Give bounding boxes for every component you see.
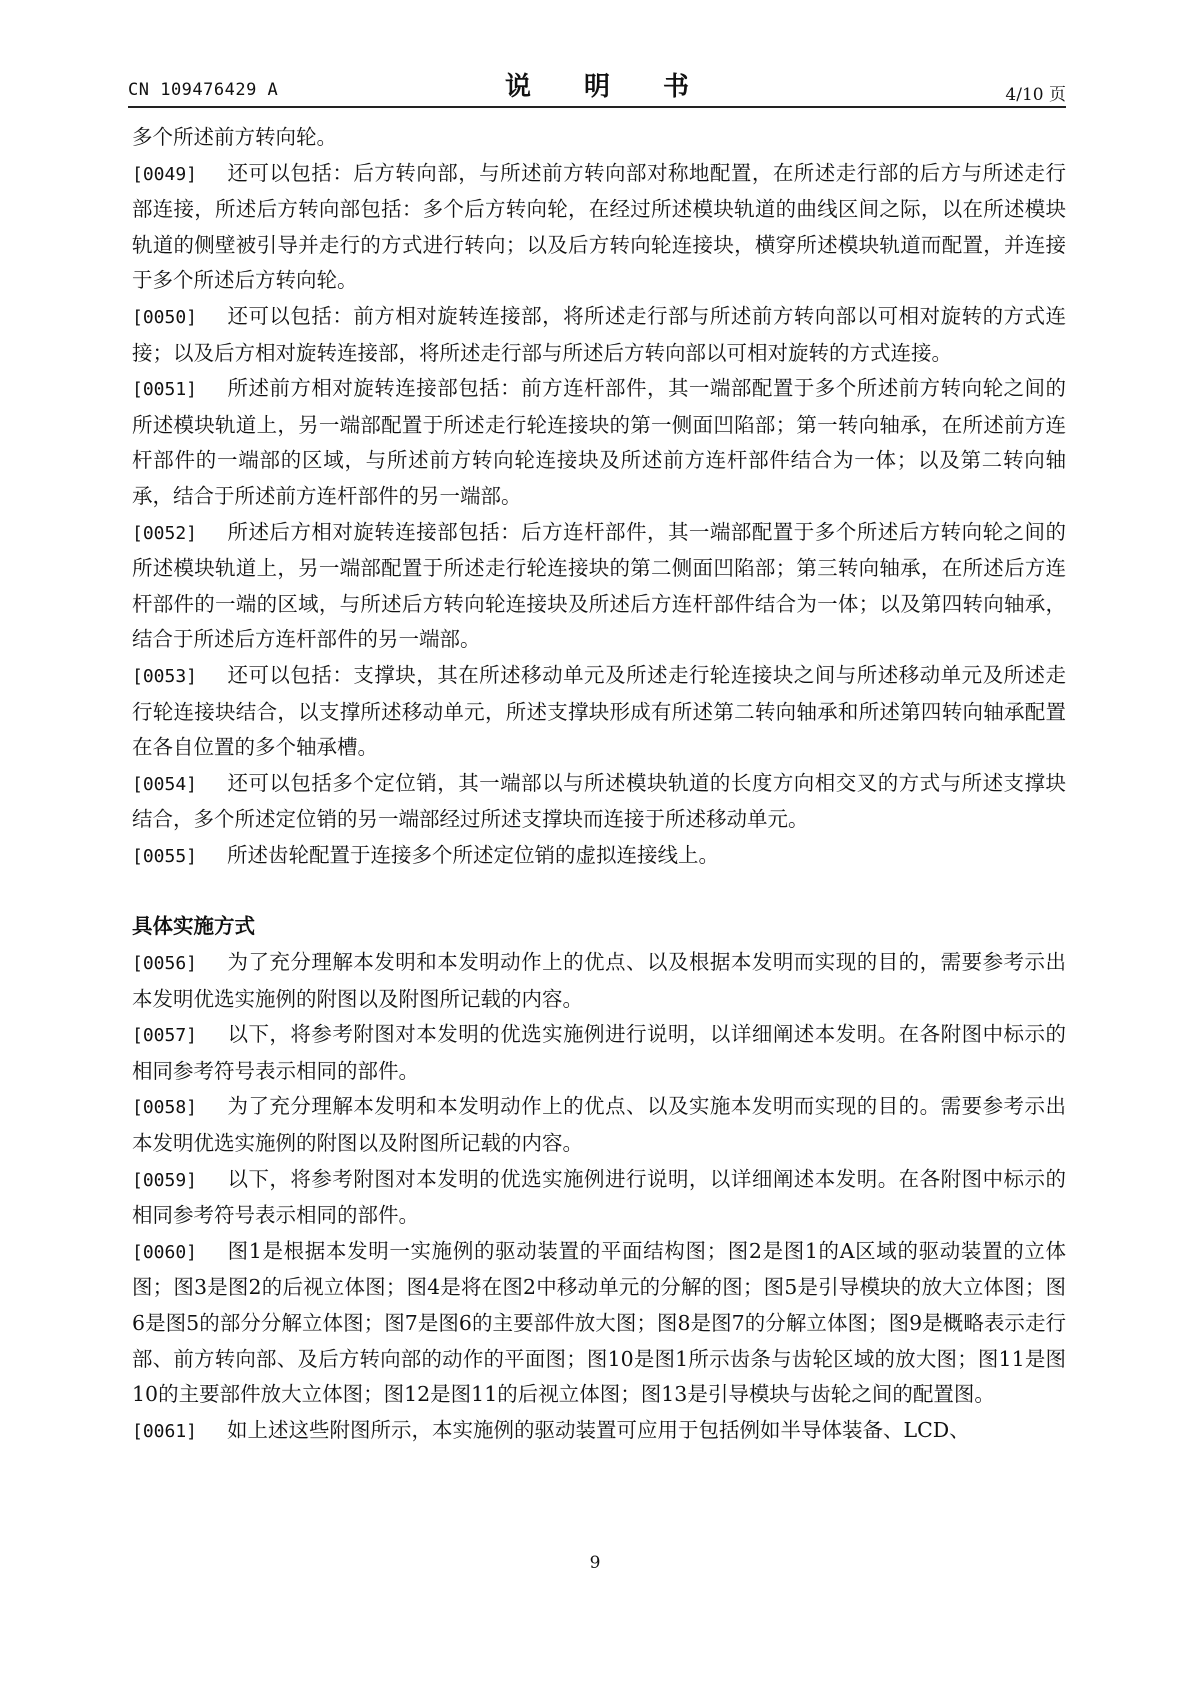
paragraph bbox=[132, 766, 1066, 838]
continuation-text: 多个所述前方转向轮。 bbox=[132, 125, 337, 149]
paragraph-text: 为了充分理解本发明和本发明动作上的优点、以及实施本发明而实现的目的。需要参考示出本发明优选实施例的附图以及附图所记载的内容。 bbox=[132, 1094, 1066, 1156]
paragraph-text: 所述后方相对旋转连接部包括：后方连杆部件，其一端部配置于多个所述后方转向轮之间的所述模块轨道上，另一端部配置于所述走行轮连接块的第二侧面凹陷部；第三转向轴承，在所述后方连杆部件的一端的区域，与所述后方转向轮连接块及所述后方连杆部件结合为一体；以及第四转向轴承，结合于所述后方连杆部件的另一端部。 bbox=[132, 519, 1066, 652]
paragraph-text: 以下，将参考附图对本发明的优选实施例进行说明，以详细阐述本发明。在各附图中标示的相同参考符号表示相同的部件。 bbox=[132, 1166, 1066, 1228]
paragraph-text: 为了充分理解本发明和本发明动作上的优点、以及根据本发明而实现的目的，需要参考示出本发明优选实施例的附图以及附图所记载的内容。 bbox=[132, 950, 1066, 1011]
paragraph-number: [0060] bbox=[132, 1241, 198, 1263]
page-indicator: 4/10 页 bbox=[1005, 85, 1066, 105]
paragraph-text: 还可以包括：支撑块，其在所述移动单元及所述走行轮连接块之间与所述移动单元及所述走行轮连接块结合，以支撑所述移动单元，所述支撑块形成有所述第二转向轴承和所述第四转向轴承配置在各自位置的多个轴承槽。 bbox=[132, 662, 1066, 760]
paragraph bbox=[132, 658, 1066, 766]
paragraph-number: [0054] bbox=[132, 773, 198, 795]
paragraph-text: 所述前方相对旋转连接部包括：前方连杆部件，其一端部配置于多个所述前方转向轮之间的所述模块轨道上，另一端部配置于所述走行轮连接块的第一侧面凹陷部；第一转向轴承，在所述前方连杆部件的一端部的区域，与所述前方转向轮连接块及所述前方连杆部件结合为一体；以及第二转向轴承，结合于所述前方连杆部件的另一端部。 bbox=[132, 376, 1066, 508]
paragraph bbox=[132, 299, 1066, 371]
paragraph bbox=[132, 838, 1066, 875]
paragraph bbox=[132, 945, 1066, 1017]
paragraph bbox=[132, 1413, 1066, 1450]
paragraph-number: [0057] bbox=[132, 1025, 198, 1047]
paragraph bbox=[132, 156, 1066, 299]
paragraph-text: 还可以包括：后方转向部，与所述前方转向部对称地配置，在所述走行部的后方与所述走行部连接，所述后方转向部包括：多个后方转向轮，在经过所述模块轨道的曲线区间之际，以在所述模块轨道的侧壁被引导并走行的方式进行转向；以及后方转向轮连接块，横穿所述模块轨道而配置，并连接于多个所述后方转向轮。 bbox=[132, 160, 1066, 293]
paragraph-group-embodiment bbox=[132, 945, 1066, 1449]
paragraph-number: [0053] bbox=[132, 665, 198, 687]
paragraph bbox=[132, 1162, 1066, 1234]
paragraph-number: [0058] bbox=[132, 1097, 198, 1119]
document-body bbox=[132, 120, 1066, 1449]
document-title: 说 明 书 bbox=[504, 72, 712, 102]
paragraph-number: [0049] bbox=[132, 163, 198, 185]
paragraph bbox=[132, 1089, 1066, 1161]
paragraph-group-claims bbox=[132, 156, 1066, 875]
paragraph-text: 还可以包括多个定位销，其一端部以与所述模块轨道的长度方向相交叉的方式与所述支撑块结合，多个所述定位销的另一端部经过所述支撑块而连接于所述移动单元。 bbox=[132, 770, 1066, 832]
page-number: 9 bbox=[589, 1553, 601, 1573]
paragraph bbox=[132, 1017, 1066, 1089]
paragraph-number: [0061] bbox=[132, 1420, 198, 1442]
paragraph-text: 还可以包括：前方相对旋转连接部，将所述走行部与所述前方转向部以可相对旋转的方式连接；以及后方相对旋转连接部，将所述走行部与所述后方转向部以可相对旋转的方式连接。 bbox=[132, 303, 1066, 365]
paragraph-text: 如上述这些附图所示，本实施例的驱动装置可应用于包括例如半导体装备、LCD、 bbox=[227, 1417, 970, 1442]
page-header bbox=[128, 66, 1066, 108]
paragraph-number: [0050] bbox=[132, 306, 198, 328]
paragraph bbox=[132, 371, 1066, 514]
paragraph-text: 图1是根据本发明一实施例的驱动装置的平面结构图；图2是图1的A区域的驱动装置的立体图；图3是图2的后视立体图；图4是将在图2中移动单元的分解的图；图5是引导模块的放大立体图；图6是图5的部分分解立体图；图7是图6的主要部件放大图；图8是图7的分解立体图；图9是概略表示走行部、前方转向部、及后方转向部的动作的平面图；图10是图1所示齿条与齿轮区域的放大图；图11是图10的主要部件放大立体图；图12是图11的后视立体图；图13是引导模块与齿轮之间的配置图。 bbox=[132, 1238, 1066, 1407]
paragraph bbox=[132, 515, 1066, 658]
paragraph-number: [0055] bbox=[132, 845, 198, 867]
publication-number: CN 109476429 A bbox=[128, 80, 279, 100]
paragraph-text: 所述齿轮配置于连接多个所述定位销的虚拟连接线上。 bbox=[227, 842, 719, 867]
paragraph-text: 以下，将参考附图对本发明的优选实施例进行说明，以详细阐述本发明。在各附图中标示的相同参考符号表示相同的部件。 bbox=[132, 1022, 1066, 1083]
paragraph-number: [0056] bbox=[132, 953, 198, 975]
paragraph-number: [0059] bbox=[132, 1169, 198, 1191]
paragraph bbox=[132, 1234, 1066, 1413]
section-heading: 具体实施方式 bbox=[132, 914, 255, 939]
paragraph-number: [0052] bbox=[132, 522, 198, 544]
paragraph-number: [0051] bbox=[132, 379, 198, 401]
